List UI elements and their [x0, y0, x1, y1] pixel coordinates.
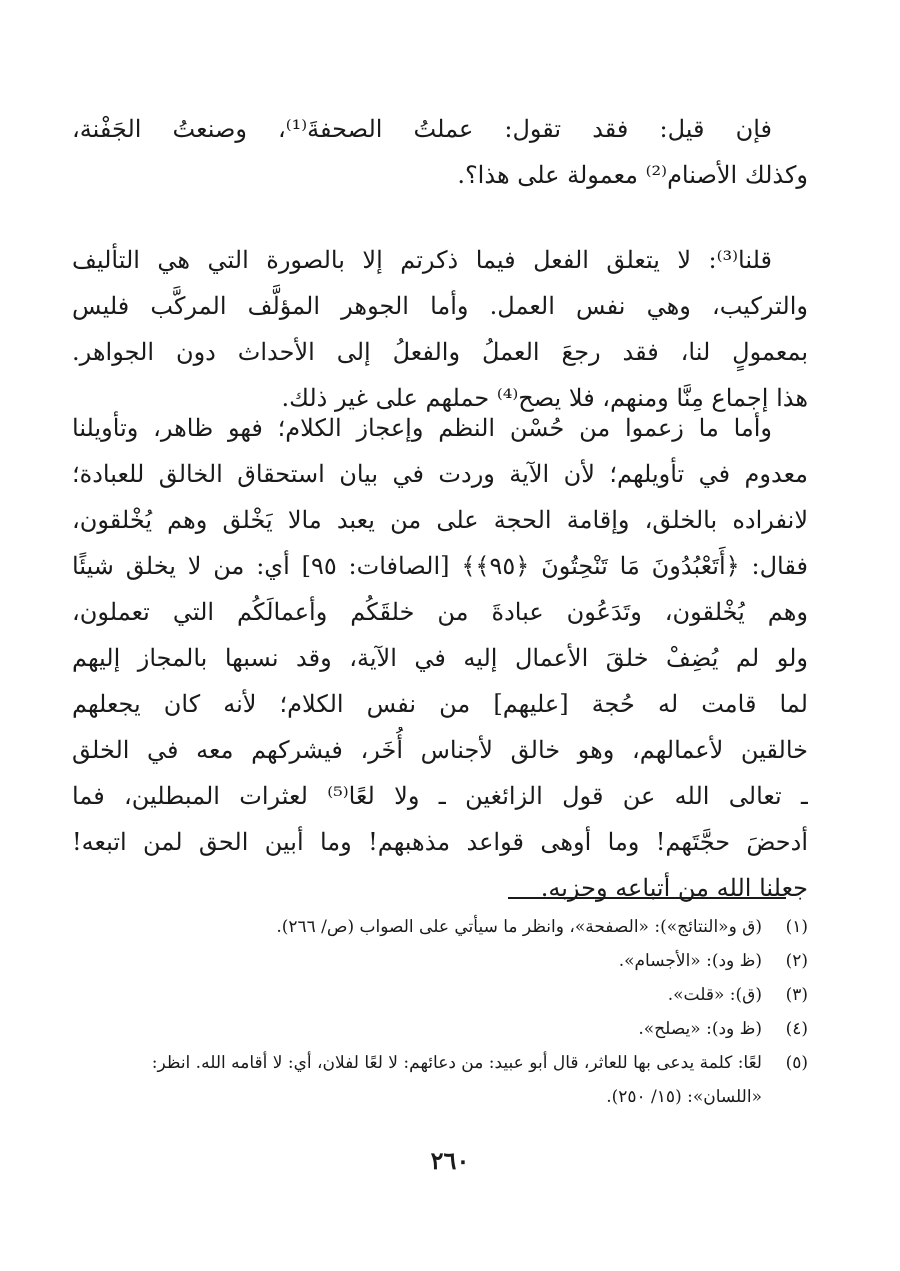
text-line: بمعمولٍ لنا، فقد رجعَ العملُ والفعلُ إلى الأحداث دون الجواهر.	[72, 338, 808, 366]
page-number: ٢٦٠	[430, 1146, 470, 1175]
text-line: وأما ما زعموا من حُسْن النظم وإعجاز الكلام؛ فهو ظاهر، وتأويلنا	[72, 414, 772, 442]
footnote-divider	[508, 897, 786, 899]
text-line: وكذلك الأصنام⁽²⁾ معمولة على هذا؟.	[457, 161, 808, 189]
footnote	[95, 944, 808, 978]
text-line: جعلنا الله من أتباعه وحزبه.	[540, 874, 808, 902]
footnote-text: (ظ ود): «الأجسام».	[618, 951, 762, 971]
text-line: والتركيب، وهي نفس العمل. وأما الجوهر المؤلَّف المركَّب فليس	[72, 292, 808, 320]
text-line: فإن قيل: فقد تقول: عملتُ الصحفةَ⁽¹⁾، وصنعتُ الجَفْنة،	[72, 115, 772, 143]
footnote	[95, 1046, 808, 1114]
text-line: فقال: ﴿أَتَعْبُدُونَ مَا تَنْحِتُونَ ﴿٩٥﴾﴾ [الصافات: ٩٥] أي: من لا يخلق شيئًا	[72, 552, 808, 580]
footnotes	[95, 910, 808, 1114]
text-line: أدحضَ حجَّتَهم! وما أوهى قواعد مذهبهم! وما أبين الحق لمن اتبعه!	[72, 828, 808, 856]
text-line: خالقين لأعمالهم، وهو خالق لأجناس أُخَر، فيشركهم معه في الخلق	[72, 736, 808, 764]
footnote	[95, 978, 808, 1012]
text-line: ولو لم يُضِفْ خلقَ الأعمال إليه في الآية، وقد نسبها بالمجاز إليهم	[72, 644, 808, 672]
text-line: هذا إجماع مِنَّا ومنهم، فلا يصح⁽⁴⁾ حملهم على غير ذلك.	[281, 384, 808, 412]
text-line: وهم يُخْلقون، وتَدَعُون عبادةَ من خلقَكُم وأعمالَكُم التي تعملون،	[72, 598, 808, 626]
footnote-text: (ق و«النتائج»): «الصفحة»، وانظر ما سيأتي على الصواب (ص/ ٢٦٦).	[276, 917, 762, 937]
footnote	[95, 910, 808, 944]
text-line: لما قامت له حُجة [عليهم] من نفس الكلام؛ لأنه كان يجعلهم	[72, 690, 808, 718]
paragraph-2	[72, 237, 808, 421]
footnote	[95, 1012, 808, 1046]
text-line: معدوم في تأويلهم؛ لأن الآية وردت في بيان استحقاق الخالق للعبادة؛	[72, 460, 808, 488]
paragraph-1	[72, 106, 808, 198]
footnote-text: لعًا: كلمة يدعى بها للعاثر، قال أبو عبيد: من دعائهم: لا لعًا لفلان، أي: لا أقامه الله. انظر: «اللسان»: (١٥/ ٢٥٠).	[151, 1053, 762, 1107]
footnote-number: (٤)	[785, 1019, 808, 1039]
footnote-text: (ق): «قلت».	[667, 985, 762, 1005]
footnote-number: (١)	[785, 917, 808, 937]
footnote-number: (٥)	[785, 1053, 808, 1073]
footnote-text: (ظ ود): «يصلح».	[638, 1019, 762, 1039]
text-line: ـ تعالى الله عن قول الزائغين ـ ولا لعًا⁽⁵⁾ لعثرات المبطلين، فما	[72, 782, 808, 810]
footnote-number: (٣)	[785, 985, 808, 1005]
footnote-number: (٢)	[785, 951, 808, 971]
text-line: قلنا⁽³⁾: لا يتعلق الفعل فيما ذكرتم إلا بالصورة التي هي التأليف	[72, 246, 772, 274]
paragraph-3	[72, 405, 808, 911]
text-line: لانفراده بالخلق، وإقامة الحجة على من يعبد مالا يَخْلق وهم يُخْلقون،	[72, 506, 808, 534]
